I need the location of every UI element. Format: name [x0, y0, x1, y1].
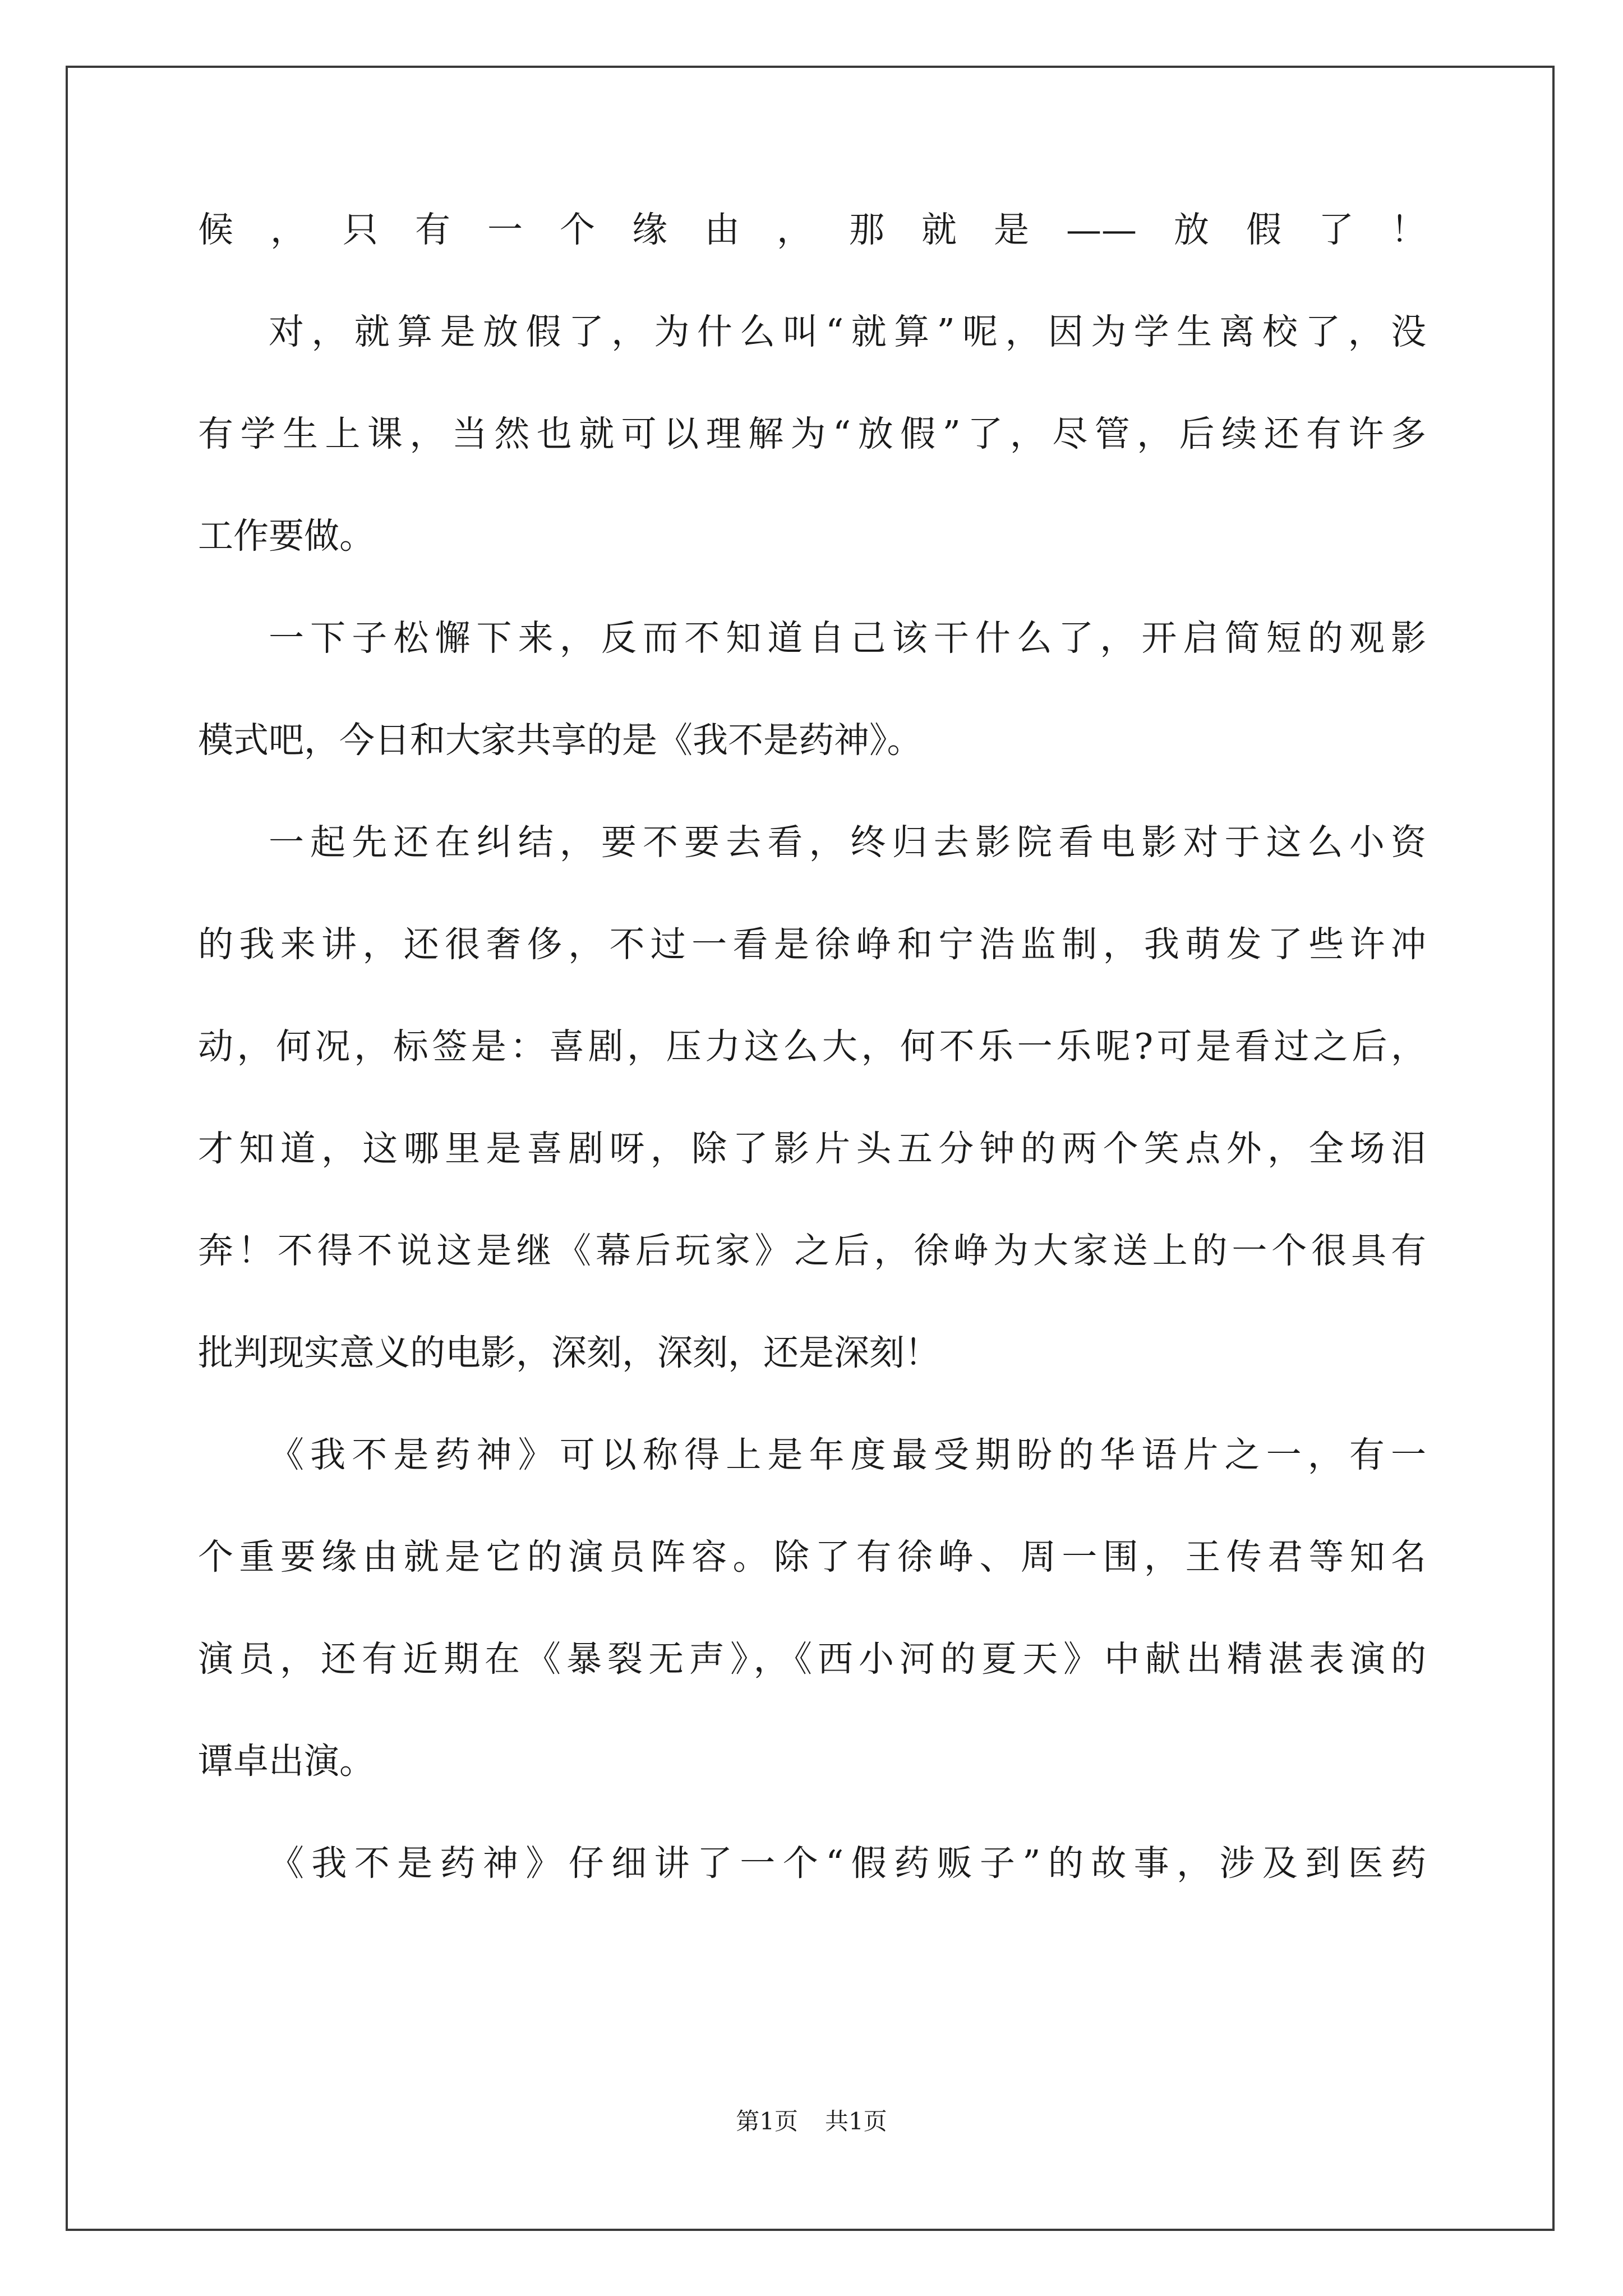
paragraph-line: 一起先还在纠结，要不要去看，终归去影院看电影对于这么小资 — [269, 822, 1426, 863]
page-number: 第1页 — [736, 2108, 798, 2135]
text-line: 个重要缘由就是它的演员阵容。除了有徐峥、周一围，王传君等知名 — [198, 1536, 1426, 1577]
text-line: 奔！不得不说这是继《幕后玩家》之后，徐峥为大家送上的一个很具有 — [198, 1230, 1426, 1271]
text-line: 演员，还有近期在《暴裂无声》，《西小河的夏天》中献出精湛表演的 — [198, 1639, 1426, 1680]
text-line: 的我来讲，还很奢侈，不过一看是徐峥和宁浩监制，我萌发了些许冲 — [198, 924, 1426, 965]
text-line: 工作要做。 — [198, 516, 375, 556]
text-line: 谭卓出演。 — [198, 1741, 375, 1782]
text-line: 批判现实意义的电影，深刻，深刻，还是深刻！ — [198, 1332, 940, 1373]
text-line: 动，何况，标签是：喜剧，压力这么大，何不乐一乐呢?可是看过之后， — [198, 1026, 1426, 1067]
paragraph-line: 一下子松懈下来，反而不知道自己该干什么了，开启简短的观影 — [269, 618, 1426, 659]
text-line: 有学生上课，当然也就可以理解为“放假”了，尽管，后续还有许多 — [198, 413, 1426, 454]
text-line: 候，只有一个缘由，那就是——放假了！ — [198, 209, 1426, 250]
paragraph-line: 《我不是药神》可以称得上是年度最受期盼的华语片之一，有一 — [269, 1434, 1426, 1475]
page-footer — [0, 2107, 1623, 2136]
paragraph-line: 《我不是药神》仔细讲了一个“假药贩子”的故事，涉及到医药 — [269, 1843, 1426, 1884]
page-total: 共1页 — [825, 2108, 887, 2135]
text-line: 模式吧，今日和大家共享的是《我不是药神》。 — [198, 720, 923, 761]
paragraph-line: 对，就算是放假了，为什么叫“就算”呢，因为学生离校了，没 — [269, 311, 1426, 352]
text-line: 才知道，这哪里是喜剧呀，除了影片头五分钟的两个笑点外，全场泪 — [198, 1128, 1426, 1169]
